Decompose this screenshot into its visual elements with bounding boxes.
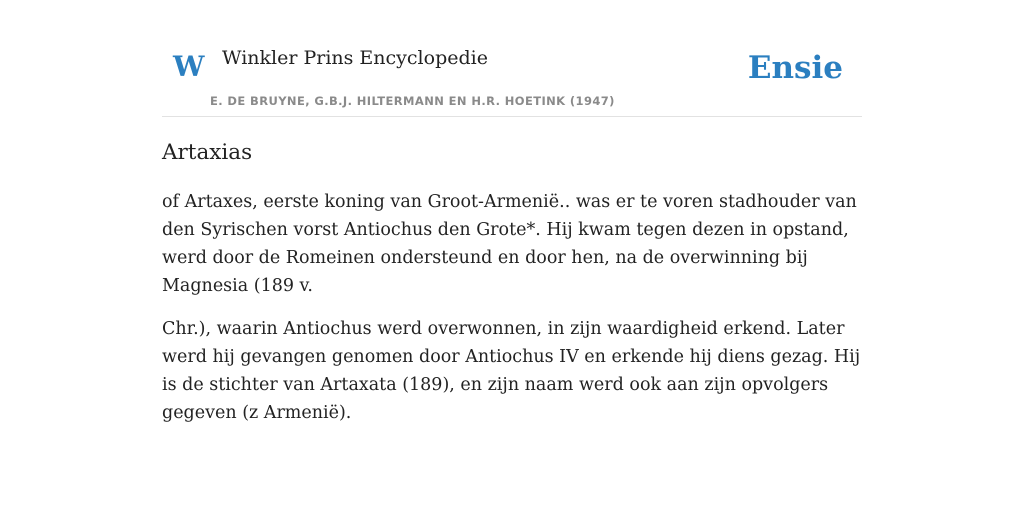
article: [162, 138, 862, 442]
source-header: [162, 40, 862, 117]
winkler-prins-logo: W: [173, 50, 205, 83]
source-authors: E. DE BRUYNE, G.B.J. HILTERMANN EN H.R. HOETINK (1947): [210, 94, 615, 108]
article-paragraph: Chr.), waarin Antiochus werd overwonnen, in zijn waardigheid erkend. Later werd hij gevangen genomen door Antiochus IV en erkende hij diens gezag. Hij is de stichter van Artaxata (189), en zijn naam werd ook aan zijn opvolgers gegeven (z Armenië).: [162, 319, 861, 424]
article-title: Artaxias: [162, 140, 253, 165]
ensie-logo-link[interactable]: Ensie: [747, 50, 843, 86]
article-paragraph: of Artaxes, eerste koning van Groot-Armenië.. was er te voren stadhouder van den Syrischen vorst Antiochus den Grote*. Hij kwam tegen dezen in opstand, werd door de Romeinen ondersteund en door hen, na de overwinning bij Magnesia (189 v.: [162, 192, 857, 297]
source-title: Winkler Prins Encyclopedie: [222, 47, 488, 69]
